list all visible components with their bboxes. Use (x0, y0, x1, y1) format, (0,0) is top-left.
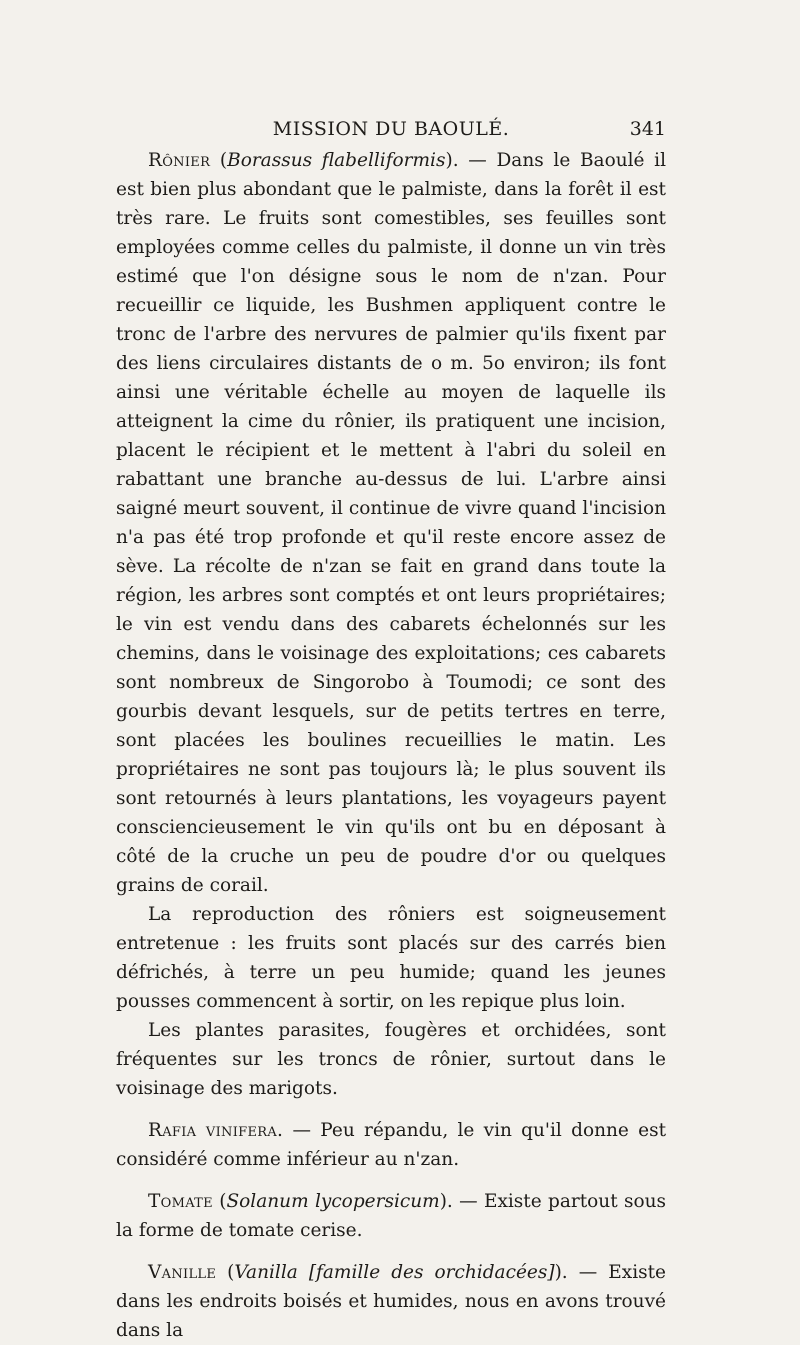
entry-text: Dans le Baoulé il est bien plus abondant que le palmiste, dans la forêt il est très rare. Le fruits sont comestibles, ses feuilles sont employées comme celles du palmiste, il donne un vin très estimé que l'on désigne sous le nom de n'zan. Pour recueillir ce liquide, les Bushmen appliquent contre le tronc de l'arbre des nervures de palmier qu'ils fixent par des liens circulaires distants de o m. 5o environ; ils font ainsi une véritable échelle au moyen de laquelle ils atteignent la cime du rônier, ils pratiquent une incision, placent le récipient et le mettent à l'abri du soleil en rabattant une branche au-dessus de lui. L'arbre ainsi saigné meurt souvent, il continue de vivre quand l'incision n'a pas été trop profonde et qu'il reste encore assez de sève. La récolte de n'zan se fait en grand dans toute la région, les arbres sont comptés et ont leurs propriétaires; le vin est vendu dans des cabarets échelonnés sur les chemins, dans le voisinage des exploitations; ces cabarets sont nombreux de Singorobo à Toumodi; ce sont des gourbis devant lesquels, sur de petits tertres en terre, sont placées les boulines recueillies le matin. Les propriétaires ne sont pas toujours là; le plus souvent ils sont retournés à leurs plantations, les voyageurs payent consciencieusement le vin qu'ils ont bu en déposant à côté de la cruche un peu de poudre d'or ou quelques grains de corail. (116, 150, 667, 896)
entry-term: Rônier (148, 150, 211, 171)
entry-ronier (116, 146, 666, 900)
paragraph-parasites: Les plantes parasites, fougères et orchidées, sont fréquentes sur les troncs de rônier, surtout dans le voisinage des marigots. (116, 1020, 666, 1099)
entry-term: Vanille (148, 1262, 217, 1283)
entry-punct: ( (210, 150, 228, 171)
entry-punct: ( (212, 1191, 227, 1212)
running-title: MISSION DU BAOULÉ. (272, 118, 510, 140)
entry-tomate (116, 1187, 666, 1245)
running-head (116, 115, 666, 143)
entry-punct: ( (216, 1262, 235, 1283)
entry-latin-name: Borassus flabelliformis (227, 150, 446, 171)
entry-punct: ). — (554, 1262, 609, 1283)
entry-punct: ). — (439, 1191, 484, 1212)
entry-text: Existe partout sous la forme de tomate cerise. (116, 1191, 666, 1241)
entry-term: Rafia vinifera. (148, 1120, 284, 1141)
body-text (116, 146, 666, 1345)
entry-text: Existe dans les endroits boisés et humides, nous en avons trouvé dans la (116, 1262, 666, 1341)
entry-latin-name: Solanum lycopersicum (226, 1191, 440, 1212)
entry-punct: ). — (445, 150, 497, 171)
entry-term: Tomate (148, 1191, 213, 1212)
entry-latin-name: Vanilla [famille des orchidacées] (234, 1262, 555, 1283)
paragraph-reproduction: La reproduction des rôniers est soigneusement entretenue : les fruits sont placés sur des carrés bien défrichés, à terre un peu humide; quand les jeunes pousses commencent à sortir, on les repique plus loin. (116, 904, 666, 1012)
entry-vanille (116, 1258, 666, 1345)
entry-rafia (116, 1116, 666, 1174)
page-number: 341 (629, 118, 666, 140)
entry-text: — Peu répandu, le vin qu'il donne est considéré comme inférieur au n'zan. (116, 1120, 667, 1170)
